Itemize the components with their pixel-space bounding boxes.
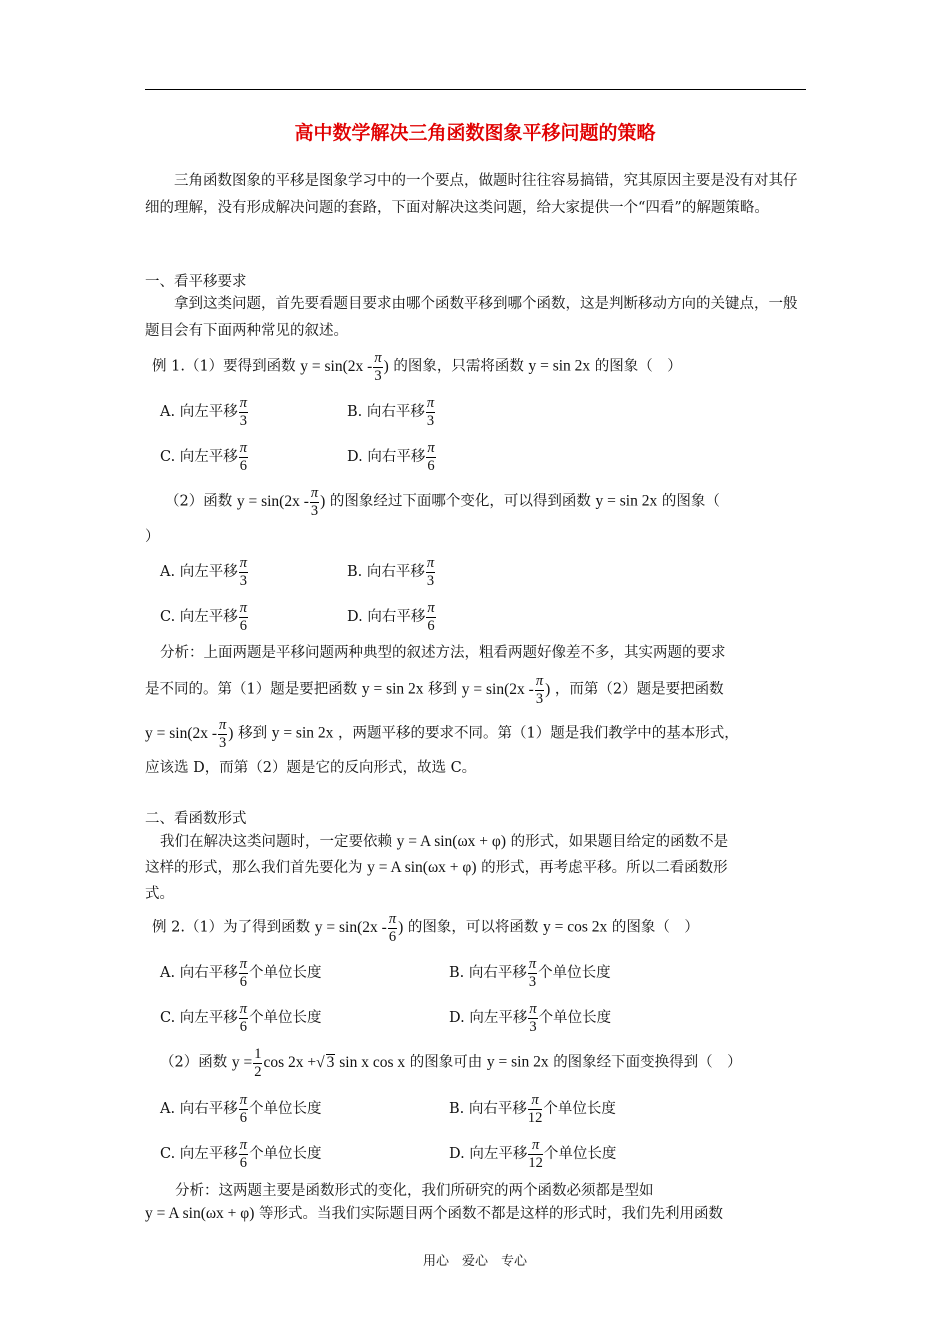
- analysis-1-line-3: y = sin(2x - $\frac{\pi}{3}$ ) 移到 y = sin 2x ，两题平移的要求不同。第（1）题是我们教学中的基本形式，: [145, 717, 739, 751]
- example-1-question-2: （2）函数 y = sin(2x - $\frac{\pi}{3}$ ) 的图象经过下面哪个变化，可以得到函数 y = sin 2x 的图象（: [165, 485, 720, 519]
- option-d: D. 向右平移 $\frac{\pi}{6}$: [347, 600, 435, 634]
- section-2-line-2: 这样的形式，那么我们首先要化为 y = A sin(ωx + φ) 的形式，再考虑平移。所以二看函数形: [145, 859, 728, 876]
- option-a: A. 向左平移 $\frac{\pi}{3}$: [160, 395, 247, 429]
- formula: y = sin 2x: [528, 357, 591, 375]
- option-c: C. 向左平移 $\frac{\pi}{6}$: [160, 600, 248, 634]
- option-d: D. 向左平移 $\frac{\pi}{12}$ 个单位长度: [449, 1137, 617, 1171]
- page-title: 高中数学解决三角函数图象平移问题的策略: [294, 122, 656, 144]
- section-2-heading: 二、看函数形式: [145, 811, 247, 827]
- option-a: A. 向右平移 $\frac{\pi}{6}$ 个单位长度: [160, 956, 322, 990]
- option-d: D. 向右平移 $\frac{\pi}{6}$: [347, 440, 435, 474]
- formula: y = sin(2x - $\frac{\pi}{3}$ ): [236, 485, 326, 519]
- example-1-question-2-close: ）: [145, 529, 160, 545]
- header-rule: [145, 89, 806, 90]
- section-2-line-3: 式。: [145, 886, 174, 902]
- section-1-heading: 一、看平移要求: [145, 274, 247, 290]
- analysis-1-line-4: 应该选 D，而第（2）题是它的反向形式，故选 C。: [145, 760, 477, 776]
- analysis-2-line-1: 分析：这两题主要是函数形式的变化，我们所研究的两个函数必须都是型如: [175, 1183, 654, 1199]
- section-2-line-1: 我们在解决这类问题时，一定要依赖 y = A sin(ωx + φ) 的形式，如果题目给定的函数不是: [160, 833, 729, 850]
- option-c: C. 向左平移 $\frac{\pi}{6}$ 个单位长度: [160, 1001, 322, 1035]
- example-2-question-2: （2）函数 y = $\frac{1}{2}$ cos 2x +√ 3 sin x cos x 的图象可由 y = sin 2x 的图象经下面变换得到（ ）: [160, 1046, 742, 1080]
- option-a: A. 向右平移 $\frac{\pi}{6}$ 个单位长度: [160, 1092, 322, 1126]
- example-2-question-1: 例 2.（1）为了得到函数 y = sin(2x - $\frac{\pi}{6}$ ) 的图象，可以将函数 y = cos 2x 的图象（ ）: [152, 911, 699, 945]
- page-footer: 用心 爱心 专心: [422, 1254, 527, 1269]
- option-b: B. 向右平移 $\frac{\pi}{3}$: [347, 555, 435, 589]
- option-b: B. 向右平移 $\frac{\pi}{12}$ 个单位长度: [449, 1092, 616, 1126]
- intro-paragraph: 三角函数图象的平移是图象学习中的一个要点，做题时往往容易搞错，究其原因主要是没有对其仔细的理解，没有形成解决问题的套路，下面对解决这类问题，给大家提供一个“四看”的解题策略。: [145, 173, 798, 216]
- section-1-paragraph: 拿到这类问题，首先要看题目要求由哪个函数平移到哪个函数，这是判断移动方向的关键点，一般题目会有下面两种常见的叙述。: [145, 296, 798, 339]
- analysis-2-line-2: y = A sin(ωx + φ) 等形式。当我们实际题目两个函数不都是这样的形式时，我们先利用函数: [145, 1205, 724, 1222]
- analysis-1-line-2: 是不同的。第（1）题是要把函数 y = sin 2x 移到 y = sin(2x - $\frac{\pi}{3}$ ) ，而第（2）题是要把函数: [145, 673, 724, 707]
- analysis-1-line-1: 分析：上面两题是平移问题两种典型的叙述方法，粗看两题好像差不多，其实两题的要求: [160, 645, 726, 661]
- option-d: D. 向左平移 $\frac{\pi}{3}$ 个单位长度: [449, 1001, 612, 1035]
- option-a: A. 向左平移 $\frac{\pi}{3}$: [160, 555, 247, 589]
- example-1-question-1: 例 1.（1）要得到函数 y = sin(2x - $\frac{\pi}{3}$ ) 的图象，只需将函数 y = sin 2x 的图象（ ）: [152, 350, 682, 384]
- formula: y = sin(2x - $\frac{\pi}{3}$ ): [300, 350, 389, 384]
- option-b: B. 向右平移 $\frac{\pi}{3}$: [347, 395, 435, 429]
- option-c: C. 向左平移 $\frac{\pi}{6}$ 个单位长度: [160, 1137, 322, 1171]
- option-c: C. 向左平移 $\frac{\pi}{6}$: [160, 440, 248, 474]
- formula: y = sin 2x: [595, 492, 658, 510]
- option-b: B. 向右平移 $\frac{\pi}{3}$ 个单位长度: [449, 956, 611, 990]
